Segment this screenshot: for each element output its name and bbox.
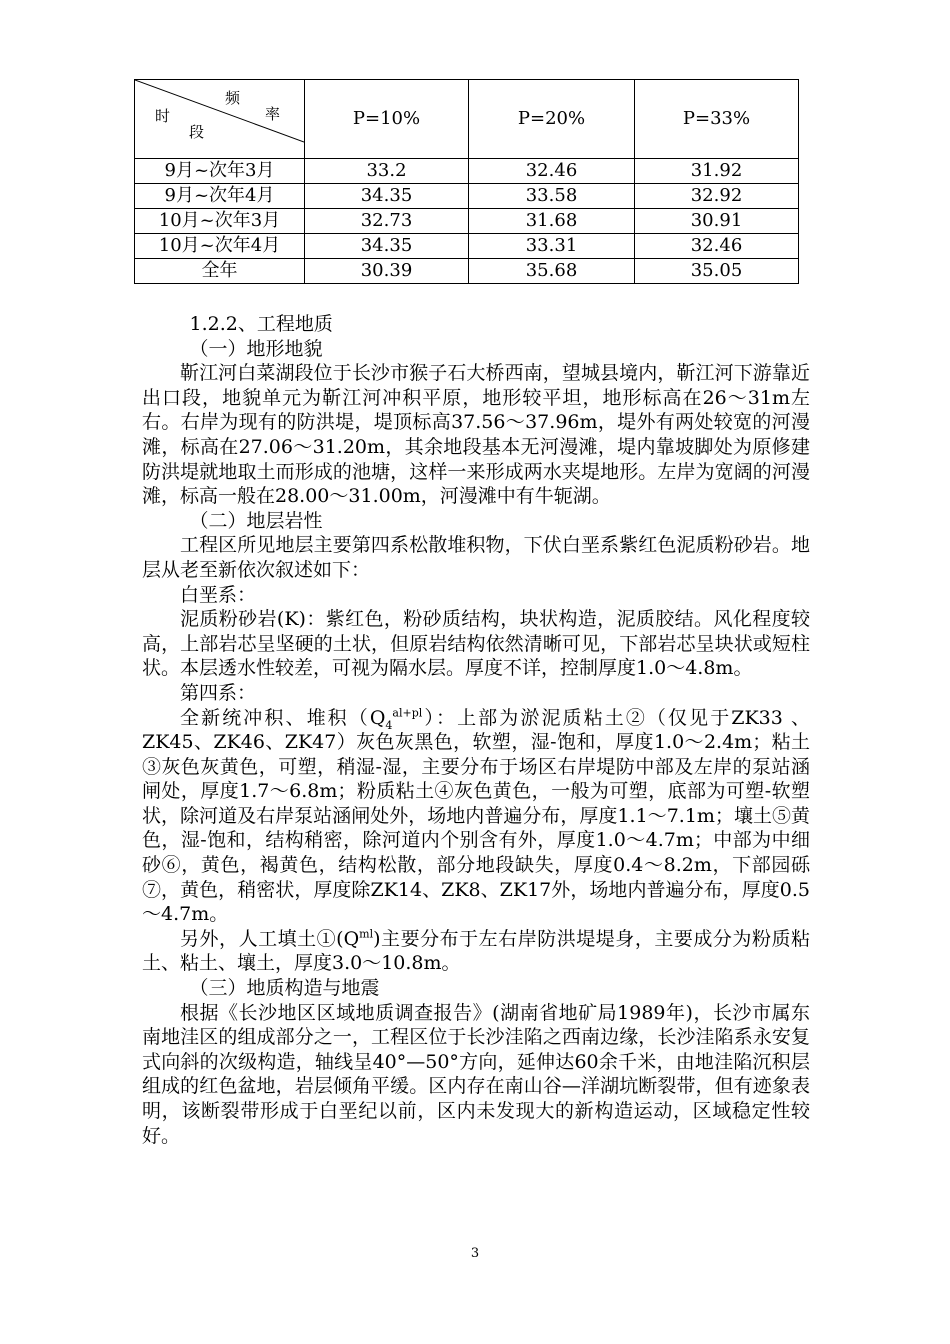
frequency-table — [134, 79, 799, 284]
value-cell: 31.92 — [635, 159, 799, 184]
column-header: P=20% — [469, 80, 635, 159]
period-cell: 9月~次年3月 — [135, 159, 305, 184]
diag-label-freq-1: 频 — [225, 89, 241, 107]
superscript: ml — [359, 927, 374, 941]
period-cell: 10月~次年3月 — [135, 209, 305, 234]
diagonal-header-cell — [135, 80, 305, 159]
period-cell: 全年 — [135, 259, 305, 284]
value-cell: 30.39 — [305, 259, 469, 284]
column-header: P=10% — [305, 80, 469, 159]
diag-label-freq-2: 率 — [265, 105, 281, 123]
body-text — [142, 312, 810, 1148]
value-cell: 33.2 — [305, 159, 469, 184]
text-span: ）：上部为淤泥质粘土②（仅见于ZK33 、ZK45、ZK46、ZK47）灰色灰黑色，软塑，湿-饱和，厚度1.0～2.4m；粘土③灰色灰黄色，可塑，稍湿-湿，主要分布于场区右岸堤防中部及左岸的泵站涵闸处，厚度1.7～6.8m；粉质粘土④灰色黄色，一般为可塑，底部为可塑-软塑状，除河道及右岸泵站涵闸处外，场地内普遍分布，厚度1.1～7.1m；壤土⑤黄色，湿-饱和，结构稍密，除河道内个别含有外，厚度1.0～4.7m；中部为中细砂⑥，黄色，褐黄色，结构松散，部分地段缺失，厚度0.4～8.2m，下部园砾⑦，黄色，稍密状，厚度除ZK14、ZK8、ZK17外，场地内普遍分布，厚度0.5～4.7m。 — [142, 706, 810, 926]
value-cell: 34.35 — [305, 234, 469, 259]
subheading-landform: （一）地形地貌 — [189, 337, 323, 360]
value-cell: 32.46 — [469, 159, 635, 184]
paragraph-fill — [142, 927, 810, 976]
section-title: 1.2.2、工程地质 — [189, 313, 333, 335]
subscript: 4 — [385, 718, 393, 732]
subheading-strata: （二）地层岩性 — [189, 509, 323, 532]
value-cell: 32.73 — [305, 209, 469, 234]
subheading-structure: （三）地质构造与地震 — [189, 977, 380, 1000]
value-cell: 35.68 — [469, 259, 635, 284]
table-header-row — [135, 80, 799, 159]
value-cell: 34.35 — [305, 184, 469, 209]
superscript: al+pl — [392, 706, 423, 720]
table-row — [135, 159, 799, 184]
value-cell: 35.05 — [635, 259, 799, 284]
value-cell: 30.91 — [635, 209, 799, 234]
column-header: P=33% — [635, 80, 799, 159]
period-cell: 9月~次年4月 — [135, 184, 305, 209]
paragraph-landform: 靳江河白菜湖段位于长沙市猴子石大桥西南，望城县境内，靳江河下游靠近出口段，地貌单元为靳江河冲积平原，地形较平坦，地形标高在26～31m左右。右岸为现有的防洪堤，堤顶标高37.56～37.96m，堤外有两处较宽的河漫滩，标高在27.06～31.20m，其余地段基本无河漫滩，堤内靠坡脚处为原修建防洪堤就地取土而形成的池塘，这样一来形成两水夹堤地形。左岸为宽阔的河漫滩，标高一般在28.00～31.00m，河漫滩中有牛轭湖。 — [142, 362, 810, 508]
value-cell: 33.31 — [469, 234, 635, 259]
table-row — [135, 209, 799, 234]
value-cell: 33.58 — [469, 184, 635, 209]
label-quaternary: 第四系： — [180, 681, 257, 704]
paragraph-cretaceous: 泥质粉砂岩(K)：紫红色，粉砂质结构，块状构造，泥质胶结。风化程度较高，上部岩芯呈坚硬的土状，但原岩结构依然清晰可见，下部岩芯呈块状或短柱状。本层透水性较差，可视为隔水层。厚度不详，控制厚度1.0～4.8m。 — [142, 608, 810, 680]
paragraph-strata-intro: 工程区所见地层主要第四系松散堆积物，下伏白垩系紫红色泥质粉砂岩。地层从老至新依次叙述如下： — [142, 534, 810, 581]
paragraph-quaternary — [142, 706, 810, 927]
text-span: )主要分布于左右岸防洪堤堤身，主要成分为粉质粘土、粘土、壤土，厚度3.0～10.8m。 — [142, 927, 810, 975]
paragraph-structure: 根据《长沙地区区域地质调查报告》(湖南省地矿局1989年)，长沙市属东南地洼区的组成部分之一，工程区位于长沙洼陷之西南边缘，长沙洼陷系永安复式向斜的次级构造，轴线呈40°—50°方向，延伸达60余千米，由地洼陷沉积层组成的红色盆地，岩层倾角平缓。区内存在南山谷—洋湖坑断裂带，但有迹象表明，该断裂带形成于白垩纪以前，区内未发现大的新构造运动，区域稳定性较好。 — [142, 1001, 810, 1147]
table-row — [135, 234, 799, 259]
diag-label-time-2: 段 — [189, 123, 205, 141]
text-span: 全新统冲积、堆积（Q — [180, 706, 386, 729]
text-span: 另外，人工填土①(Q — [180, 927, 360, 950]
table-row — [135, 259, 799, 284]
page-number: 3 — [470, 1246, 480, 1261]
diag-label-time-1: 时 — [155, 107, 171, 125]
label-cretaceous: 白垩系： — [180, 583, 257, 606]
table-row — [135, 184, 799, 209]
value-cell: 32.46 — [635, 234, 799, 259]
value-cell: 31.68 — [469, 209, 635, 234]
value-cell: 32.92 — [635, 184, 799, 209]
period-cell: 10月~次年4月 — [135, 234, 305, 259]
